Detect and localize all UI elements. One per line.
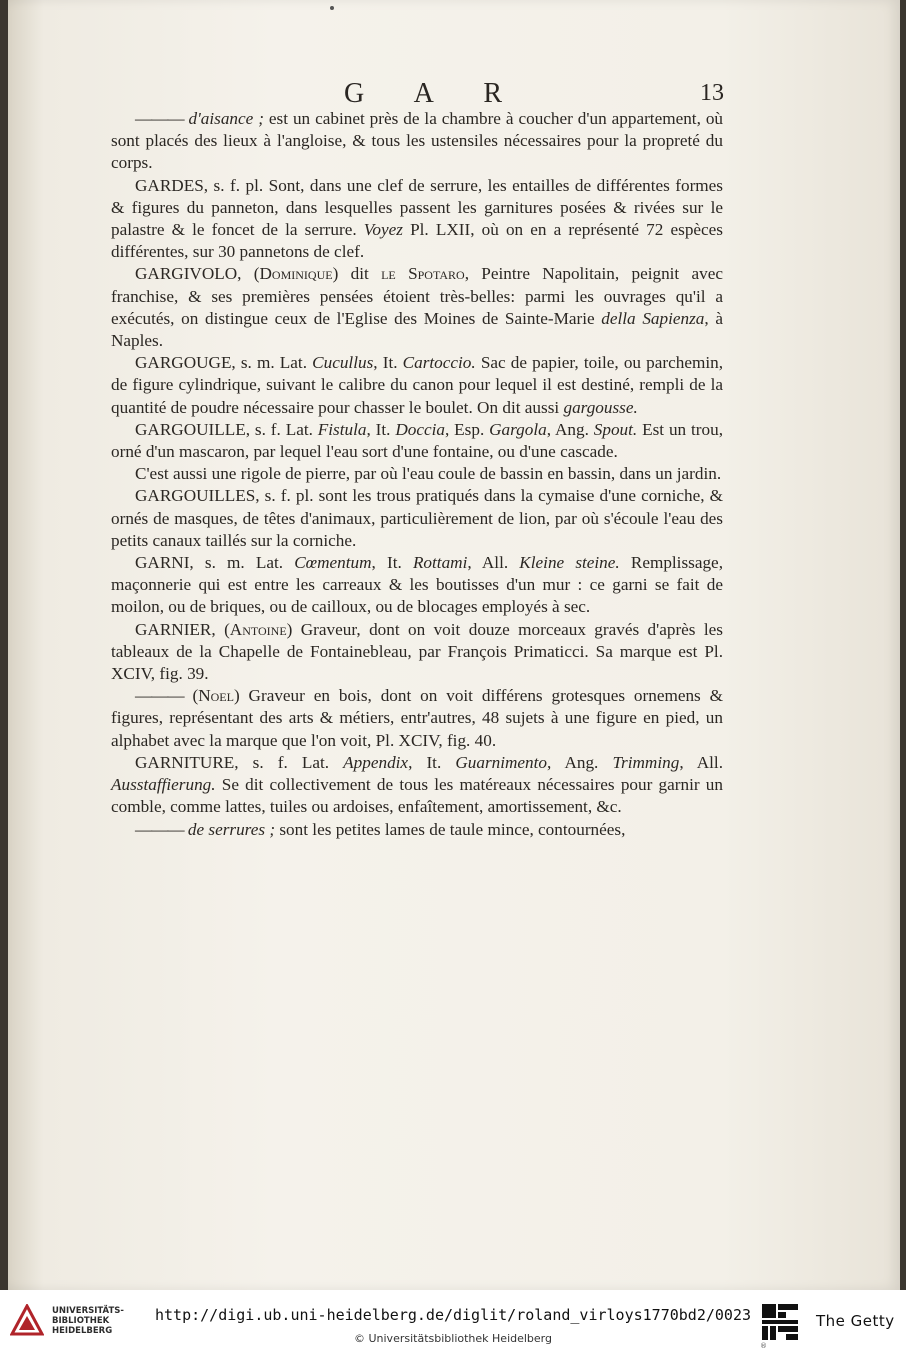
- entry-de-serrures: [111, 819, 723, 841]
- entry-head: GARGIVOLO, (: [135, 264, 260, 284]
- getty-logo-icon: [760, 1302, 800, 1342]
- entry-text: GARDES, s. f. pl. Sont, dans une clef de serrure, les entailles de différentes formes & figures du panneton, dans lesquelles passent les garnitures posées & rivées sur le palastre & le foncet de la serrure.: [111, 175, 723, 240]
- dictionary-text: [111, 108, 723, 841]
- entry-italian: Doccia: [395, 419, 445, 439]
- entry-head: GARGOUGE, s. m. Lat.: [135, 353, 313, 373]
- entry-head: GARNIER, (: [135, 619, 230, 639]
- entry-garni: [111, 552, 723, 619]
- library-name-line: UNIVERSITÄTS-: [52, 1306, 124, 1316]
- entry-gardes: [111, 175, 723, 264]
- entry-term: de serrures ;: [183, 819, 276, 839]
- entry-text: , Ang.: [546, 419, 594, 439]
- entry-english: Trimming: [612, 752, 680, 772]
- entry-text: C'est aussi une rigole de pierre, par où l'eau coule de bassin en bassin, dans un jardin.: [135, 464, 722, 484]
- entry-firstname: Antoine: [229, 619, 287, 639]
- entry-text: , Ang.: [547, 752, 613, 772]
- entry-text: sont les petites lames de taule mince, contournées,: [275, 819, 626, 839]
- entry-english: Spout.: [593, 419, 638, 439]
- entry-text: Pl. LXII, où on en a représenté 72 espèces différentes, sur 30 pannetons de clef.: [111, 220, 723, 262]
- entry-text: , It.: [371, 553, 413, 573]
- entry-italian: Guarnimento: [455, 752, 548, 772]
- entry-latin: Fistula: [317, 419, 367, 439]
- entry-text: ) Graveur en bois, dont on voit différens grotesques ornemens & figures, représentant des arts & métiers, entr'autres, 48 sujets à une figure en pied, un alphabet avec la marque que l'on voit, Pl. XCIV, fig. 40.: [111, 686, 723, 750]
- entry-text: Sac de papier, toile, ou parchemin, de figure cylindrique, suivant le calibre du canon pour lequel il est destiné, rempli de la quantité de poudre nécessaire pour chasser le boulet. On dit aussi: [111, 353, 723, 417]
- entry-text: , All.: [467, 553, 520, 573]
- entry-dash: ———: [135, 109, 184, 128]
- entry-text: , It.: [366, 419, 396, 439]
- getty-name: The Getty: [816, 1312, 895, 1330]
- entry-gargivolo: [111, 263, 723, 352]
- entry-dash: ———: [135, 819, 184, 839]
- entry-italian: Rottami: [412, 553, 468, 573]
- entry-italic: della Sapienza: [601, 308, 705, 328]
- entry-text: Remplissage, maçonnerie qui est entre les carreaux & les boutisses d'un mur : ce garni se fait de moilon, ou de briques, ou de cailloux, ou de blocages employés à sec.: [111, 553, 723, 617]
- entry-italic: gargousse.: [563, 397, 638, 417]
- entry-daisance: [111, 108, 723, 175]
- copyright-notice: © Universitätsbibliothek Heidelberg: [353, 1332, 552, 1345]
- permalink-url[interactable]: http://digi.ub.uni-heidelberg.de/diglit/roland_virloys1770bd2/0023: [154, 1306, 752, 1324]
- entry-text: ) dit: [332, 264, 382, 284]
- entry-text: GARGOUILLES, s. f. pl. sont les trous pratiqués dans la cymaise d'une corniche, & ornés de masques, de têtes d'animaux, particulièrement de lion, par où s'écoule l'eau des petits canaux taillés sur la corniche.: [111, 486, 723, 550]
- entry-italian: Cartoccio.: [402, 353, 476, 373]
- entry-text: Est un trou, orné d'un mascaron, par lequel l'eau sort d'une fontaine, ou d'une cascade.: [111, 419, 723, 462]
- entry-text: , It.: [408, 752, 456, 772]
- entry-text: , Esp.: [444, 419, 490, 439]
- entry-gargouille: [111, 419, 723, 463]
- entry-latin: Appendix: [343, 752, 409, 772]
- entry-text: , Peintre Napolitain, peignit avec franchise, & ses premières pensées étoient très-belles: parmi les ouvrages qu'il a exécutés, on distingue ceux de l'Eglise des Moines de Sainte-Marie: [111, 264, 724, 328]
- entry-german: Kleine steine.: [519, 553, 620, 573]
- entry-text: ) Graveur, dont on voit douze morceaux gravés d'après les tableaux de la Chapelle de Fontainebleau, par François Primaticci. Sa marque est Pl. XCIV, fig. 39.: [111, 619, 723, 684]
- entry-head: GARNI, s. m. Lat.: [135, 553, 295, 573]
- entry-text: , à Naples.: [111, 308, 723, 351]
- library-name-line: HEIDELBERG: [52, 1326, 113, 1336]
- entry-gargouille-2: [111, 463, 723, 485]
- entry-gargouge: [111, 352, 723, 419]
- entry-gargouilles: [111, 485, 723, 552]
- entry-head: (: [183, 686, 199, 706]
- library-name-line: BIBLIOTHEK: [52, 1316, 110, 1326]
- registered-mark: ®: [760, 1342, 767, 1350]
- viewer-footer: [0, 1290, 906, 1355]
- entry-text: Se dit collectivement de tous les matéreaux nécessaires pour garnir un comble, comme lattes, tuiles ou ardoises, enfaîtement, amortissement, &c.: [111, 775, 723, 817]
- entry-text: , It.: [373, 353, 403, 373]
- entry-spanish: Gargola: [489, 419, 547, 439]
- ink-speck: [330, 6, 334, 10]
- entry-latin: Cœmentum: [294, 553, 372, 573]
- entry-text: est un cabinet près de la chambre à coucher d'un appartement, où sont placés des lieux à l'angloise, & tous les ustensiles nécessaires pour la propreté du corps.: [111, 109, 724, 173]
- entry-alias: le Spotaro: [381, 264, 465, 284]
- entry-firstname: Dominique: [259, 264, 333, 284]
- entry-head: GARGOUILLE, s. f. Lat.: [135, 419, 318, 439]
- entry-text: , All.: [679, 752, 724, 772]
- running-head: G A R: [344, 78, 525, 109]
- entry-garnier-noel: [111, 685, 723, 752]
- scanned-page: [8, 0, 900, 1290]
- entry-term: d'aisance ;: [188, 109, 264, 128]
- entry-garniture: [111, 752, 723, 819]
- entry-latin: Cucullus: [312, 353, 374, 373]
- entry-firstname: Noel: [198, 686, 234, 706]
- page-number: 13: [700, 80, 724, 106]
- entry-german: Ausstaffierung.: [111, 775, 216, 795]
- entry-voyez: Voyez: [363, 220, 403, 240]
- entry-garnier-antoine: [111, 619, 723, 686]
- entry-dash: ———: [135, 686, 184, 706]
- entry-head: GARNITURE, s. f. Lat.: [135, 752, 344, 772]
